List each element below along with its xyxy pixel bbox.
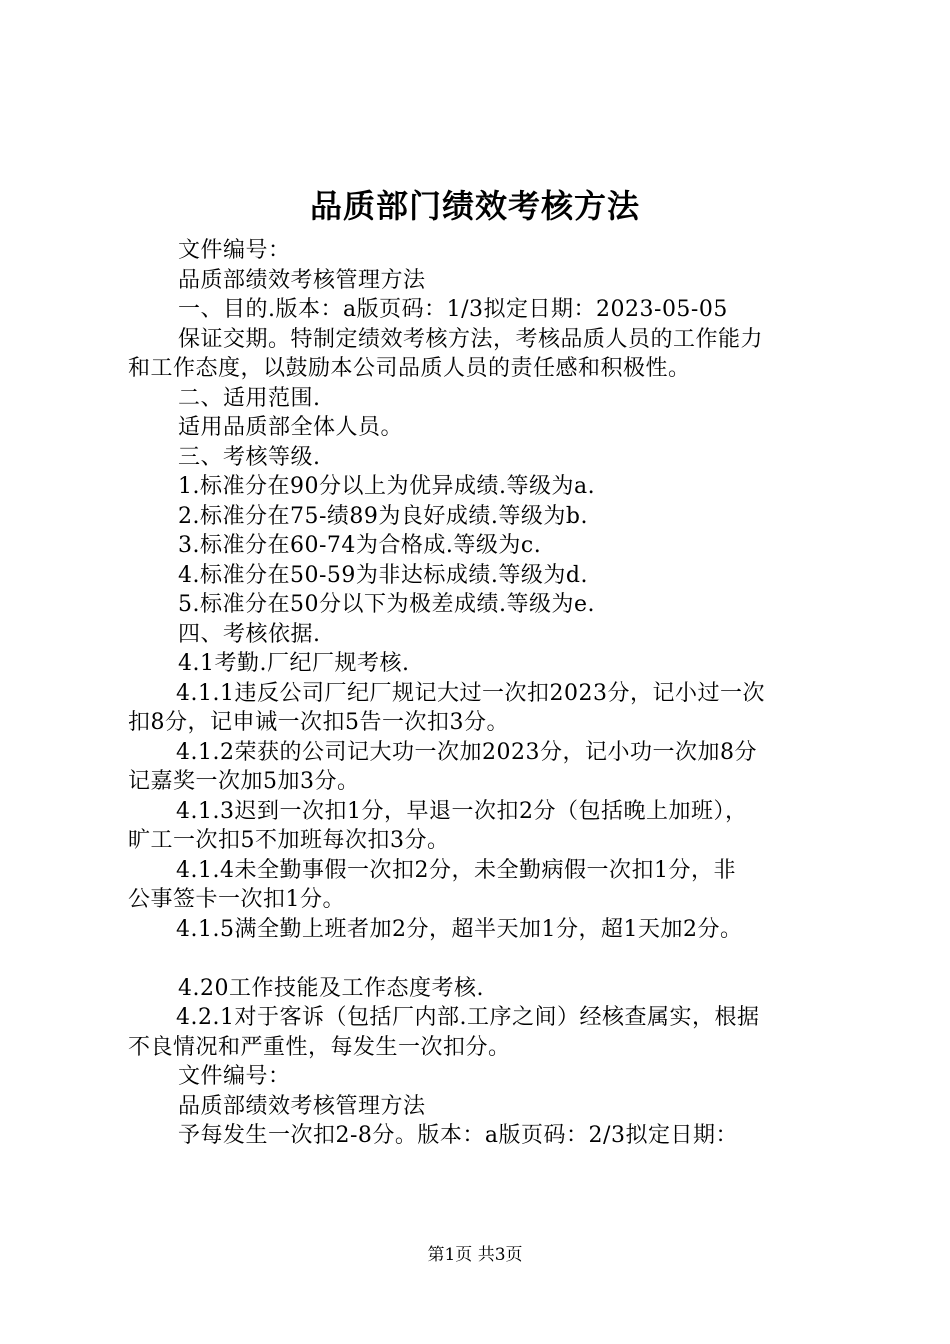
text-line: 4.1.4未全勤事假一次扣2分，未全勤病假一次扣1分，非 <box>176 857 736 883</box>
text-line: 保证交期。特制定绩效考核方法，考核品质人员的工作能力 <box>178 326 764 352</box>
text-line: 扣8分，记申诫一次扣5告一次扣3分。 <box>128 710 509 735</box>
text-line: 和工作态度，以鼓励本公司品质人员的责任感和积极性。 <box>128 356 691 381</box>
text-line: 二、适用范围. <box>178 385 321 411</box>
document-body <box>128 236 848 1151</box>
text-line: 4.20工作技能及工作态度考核. <box>178 975 484 1001</box>
text-line: 适用品质部全体人员。 <box>178 415 404 440</box>
text-line: 品质部绩效考核管理方法 <box>178 1093 426 1119</box>
text-line: 4.2.1对于客诉（包括厂内部.工序之间）经核查属实，根据 <box>176 1005 760 1030</box>
text-line: 四、考核依据. <box>178 621 321 647</box>
text-line: 品质部绩效考核管理方法 <box>178 267 426 293</box>
text-line: 2.标准分在75-绩89为良好成绩.等级为b. <box>178 503 588 529</box>
text-line: 记嘉奖一次加5加3分。 <box>128 769 360 794</box>
text-line: 予每发生一次扣2-8分。版本：a版页码：2/3拟定日期： <box>178 1123 738 1148</box>
text-line: 旷工一次扣5不加班每次扣3分。 <box>128 828 450 853</box>
text-line: 1.标准分在90分以上为优异成绩.等级为a. <box>178 474 596 499</box>
text-line: 文件编号： <box>178 238 291 263</box>
text-line: 一、目的.版本：a版页码：1/3拟定日期：2023-05-05 <box>178 297 728 322</box>
text-line: 文件编号： <box>178 1064 291 1089</box>
text-line: 3.标准分在60-74为合格成.等级为c. <box>178 533 542 558</box>
text-line: 公事签卡一次扣1分。 <box>128 887 345 912</box>
text-line: 4.1.5满全勤上班者加2分，超半天加1分，超1天加2分。 <box>176 916 743 942</box>
text-line: 4.1考勤.厂纪厂规考核. <box>178 651 410 676</box>
text-line: 4.1.2荣获的公司记大功一次加2023分，记小功一次加8分 <box>176 739 757 765</box>
text-line: 4.标准分在50-59为非达标成绩.等级为d. <box>178 562 588 588</box>
document-title: 品质部门绩效考核方法 <box>309 187 640 225</box>
text-line: 4.1.3迟到一次扣1分，早退一次扣2分（包括晚上加班）， <box>176 798 748 824</box>
blank-line <box>128 944 848 974</box>
text-line: 不良情况和严重性，每发生一次扣分。 <box>128 1034 511 1060</box>
page-footer: 第1页 共3页 <box>427 1245 523 1265</box>
text-line: 三、考核等级. <box>178 444 321 470</box>
text-line: 5.标准分在50分以下为极差成绩.等级为e. <box>178 592 595 617</box>
text-line: 4.1.1违反公司厂纪厂规记大过一次扣2023分，记小过一次 <box>176 680 765 706</box>
